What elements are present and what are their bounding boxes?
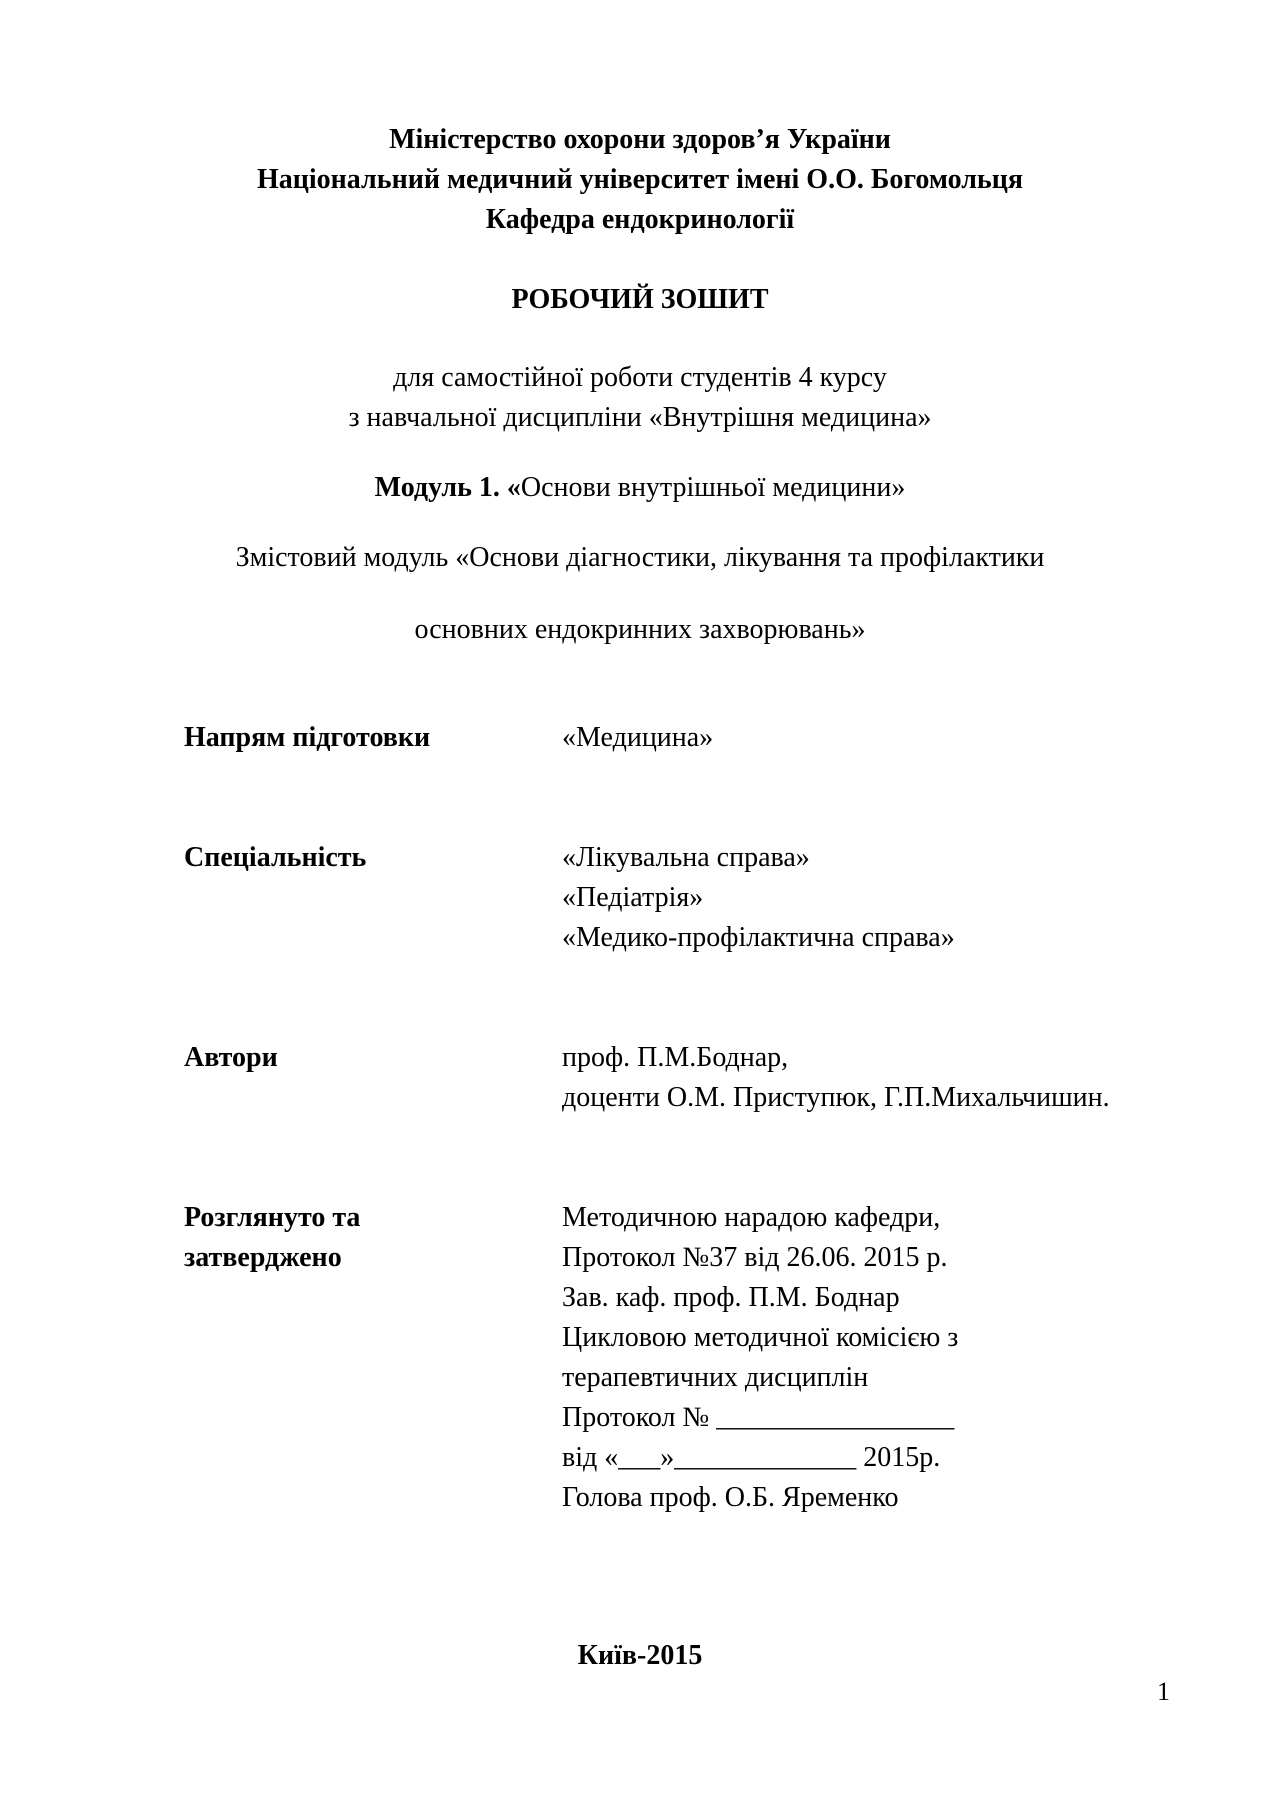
module-name: Основи внутрішньої медицини» [520, 472, 906, 503]
authors-values [562, 1038, 1242, 1118]
approval-line: Протокол № _________________ [562, 1402, 955, 1433]
direction-label: Напрям підготовки [184, 722, 431, 753]
authors-label: Автори [184, 1042, 278, 1073]
approval-line: Зав. каф. проф. П.М. Боднар [562, 1282, 900, 1313]
city-year: Київ-2015 [577, 1640, 703, 1671]
document-title: РОБОЧИЙ ЗОШИТ [511, 284, 769, 315]
approval-line: Цикловою методичної комісією з [562, 1322, 959, 1353]
specialty-item: «Педіатрія» [562, 882, 704, 913]
direction-value: «Медицина» [562, 722, 714, 753]
approval-line: Протокол №37 від 26.06. 2015 р. [562, 1242, 948, 1273]
specialty-values [562, 838, 1242, 958]
approval-line: терапевтичних дисциплін [562, 1362, 869, 1393]
specialty-item: «Лікувальна справа» [562, 842, 810, 873]
university-heading: Національний медичний університет імені О.О. Богомольця [256, 164, 1023, 195]
approved-label [184, 1198, 514, 1278]
author-item: проф. П.М.Боднар, [562, 1042, 789, 1073]
content-module-line-2: основних ендокринних захворювань» [414, 614, 866, 645]
author-item: доценти О.М. Приступюк, Г.П.Михальчишин. [562, 1082, 1110, 1113]
approval-line: від «___»_____________ 2015р. [562, 1442, 941, 1473]
module-label: Модуль 1. « [374, 472, 521, 503]
approved-label-line-2: затверджено [184, 1242, 342, 1273]
approval-line: Голова проф. О.Б. Яременко [562, 1482, 899, 1513]
module-line [0, 468, 1280, 508]
subtitle-line-2: з навчальної дисципліни «Внутрішня медицина» [348, 402, 932, 433]
department-heading: Кафедра ендокринології [485, 204, 795, 235]
ministry-heading: Міністерство охорони здоров’я України [389, 124, 891, 155]
specialty-label: Спеціальність [184, 842, 367, 873]
approved-label-line-1: Розглянуто та [184, 1202, 361, 1233]
content-module-line-1: Змістовий модуль «Основи діагностики, лікування та профілактики [235, 542, 1045, 573]
approved-values [562, 1198, 1242, 1518]
page-number: 1 [1157, 1677, 1170, 1706]
specialty-item: «Медико-профілактична справа» [562, 922, 955, 953]
approval-line: Методичною нарадою кафедри, [562, 1202, 941, 1233]
subtitle-line-1: для самостійної роботи студентів 4 курсу [393, 362, 887, 393]
